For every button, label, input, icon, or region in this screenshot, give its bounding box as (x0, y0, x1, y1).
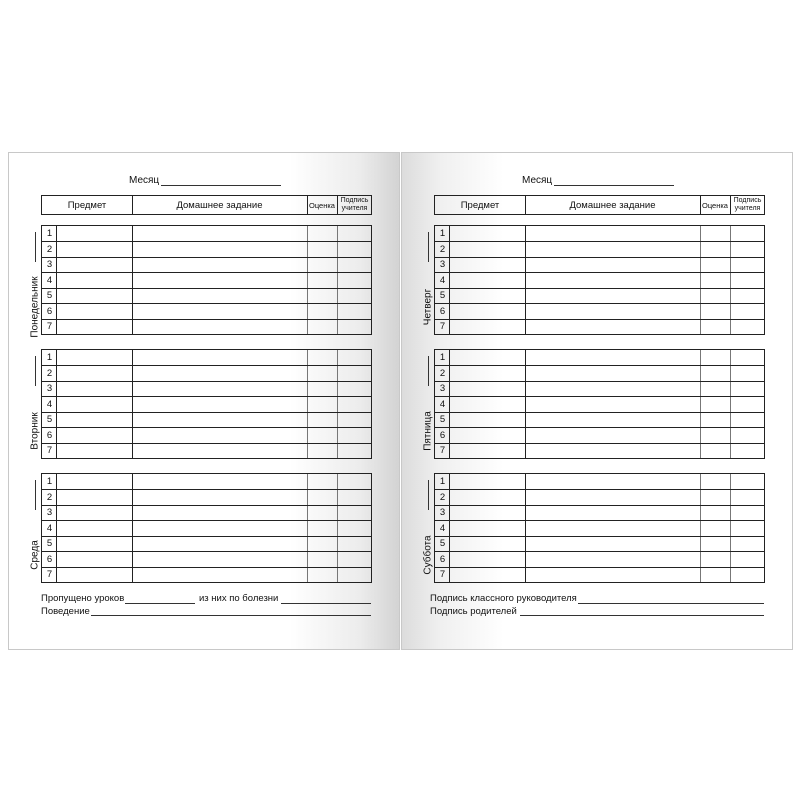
column-header-subject: Предмет (460, 199, 500, 211)
day-line (35, 232, 36, 262)
column-header-grade: Оценка (309, 200, 335, 210)
row-number: 1 (46, 352, 53, 363)
day-label: Понедельник (29, 276, 41, 338)
row-number: 4 (439, 522, 446, 534)
row-divider (435, 257, 764, 258)
row-number: 6 (46, 553, 53, 565)
row-number: 3 (439, 259, 446, 270)
parents-signature-line[interactable] (520, 615, 764, 616)
day-table (41, 473, 372, 583)
row-divider (435, 551, 764, 552)
row-number: 3 (439, 507, 446, 518)
row-number: 4 (439, 274, 446, 286)
row-number: 2 (439, 243, 446, 255)
row-divider (42, 443, 371, 444)
month-label: Месяц (522, 175, 553, 186)
row-divider (435, 381, 764, 382)
row-divider (42, 241, 371, 242)
row-number: 1 (46, 228, 53, 239)
row-number: 2 (46, 243, 53, 255)
day-table (41, 225, 372, 335)
row-number: 7 (46, 321, 53, 332)
row-number: 2 (46, 367, 53, 379)
row-number: 4 (46, 522, 53, 534)
row-divider (42, 288, 371, 289)
sick-lessons-label: из них по болезни (199, 593, 279, 604)
day-table (434, 349, 765, 459)
day-label: Суббота (422, 535, 434, 575)
row-number: 5 (46, 538, 53, 549)
row-number: 5 (439, 290, 446, 301)
month-input-line[interactable] (161, 185, 281, 186)
behavior-line[interactable] (91, 615, 371, 616)
row-number: 6 (439, 429, 446, 441)
day-table (434, 225, 765, 335)
row-divider (42, 381, 371, 382)
row-number: 4 (46, 398, 53, 410)
row-divider (42, 427, 371, 428)
row-divider (435, 489, 764, 490)
row-divider (42, 536, 371, 537)
row-number: 1 (439, 228, 446, 239)
column-header-homework: Домашнее задание (176, 199, 263, 211)
row-number: 6 (439, 305, 446, 317)
sick-lessons-line[interactable] (281, 603, 371, 604)
column-header-subject: Предмет (67, 199, 107, 211)
row-number: 6 (46, 429, 53, 441)
row-divider (435, 567, 764, 568)
row-number: 7 (439, 445, 446, 456)
day-label: Пятница (422, 411, 434, 451)
class-teacher-signature-line[interactable] (578, 603, 764, 604)
day-table (41, 349, 372, 459)
row-number: 1 (439, 476, 446, 487)
day-line (428, 232, 429, 262)
signature-header-line2: учителя (341, 205, 368, 212)
row-number: 6 (439, 553, 446, 565)
row-divider (435, 412, 764, 413)
row-number: 3 (439, 383, 446, 394)
day-line (35, 480, 36, 510)
table-header (41, 195, 372, 215)
row-number: 2 (439, 491, 446, 503)
column-header-grade: Оценка (702, 200, 728, 210)
signature-header-line1: Подпись (733, 197, 762, 204)
behavior-label: Поведение (41, 606, 90, 617)
day-line (428, 356, 429, 386)
month-label: Месяц (129, 175, 160, 186)
row-divider (435, 443, 764, 444)
row-divider (435, 365, 764, 366)
row-number: 5 (46, 290, 53, 301)
row-divider (42, 257, 371, 258)
row-divider (435, 272, 764, 273)
row-number: 5 (439, 538, 446, 549)
row-divider (435, 396, 764, 397)
day-line (35, 356, 36, 386)
signature-header-line2: учителя (734, 205, 761, 212)
row-number: 1 (439, 352, 446, 363)
row-number: 2 (46, 491, 53, 503)
row-divider (435, 505, 764, 506)
day-label: Вторник (29, 412, 41, 450)
table-header (434, 195, 765, 215)
class-teacher-signature-label: Подпись классного руководителя (430, 593, 577, 604)
row-divider (435, 427, 764, 428)
row-divider (42, 319, 371, 320)
row-divider (435, 303, 764, 304)
diary-page-left (8, 152, 400, 650)
row-divider (42, 551, 371, 552)
day-label: Среда (29, 540, 41, 570)
missed-lessons-line[interactable] (125, 603, 195, 604)
column-header-homework: Домашнее задание (569, 199, 656, 211)
row-divider (42, 567, 371, 568)
parents-signature-label: Подпись родителей (430, 606, 517, 617)
row-divider (435, 520, 764, 521)
missed-lessons-label: Пропущено уроков (41, 593, 125, 604)
row-divider (42, 520, 371, 521)
row-number: 3 (46, 507, 53, 518)
row-divider (435, 288, 764, 289)
row-divider (435, 319, 764, 320)
row-number: 7 (439, 321, 446, 332)
row-divider (42, 365, 371, 366)
row-divider (42, 272, 371, 273)
row-divider (42, 412, 371, 413)
row-divider (42, 396, 371, 397)
column-header-signature (730, 196, 765, 214)
row-number: 5 (439, 414, 446, 425)
row-number: 1 (46, 476, 53, 487)
row-number: 3 (46, 259, 53, 270)
diary-page-right (401, 152, 793, 650)
row-number: 4 (439, 398, 446, 410)
column-header-signature (337, 196, 372, 214)
month-input-line[interactable] (554, 185, 674, 186)
row-number: 7 (46, 569, 53, 580)
row-number: 6 (46, 305, 53, 317)
day-table (434, 473, 765, 583)
signature-header-line1: Подпись (340, 197, 369, 204)
row-number: 5 (46, 414, 53, 425)
row-number: 4 (46, 274, 53, 286)
row-number: 7 (439, 569, 446, 580)
day-label: Четверг (422, 288, 434, 326)
day-line (428, 480, 429, 510)
row-divider (435, 241, 764, 242)
row-divider (42, 505, 371, 506)
row-number: 2 (439, 367, 446, 379)
row-divider (42, 489, 371, 490)
row-number: 7 (46, 445, 53, 456)
row-number: 3 (46, 383, 53, 394)
row-divider (42, 303, 371, 304)
row-divider (435, 536, 764, 537)
